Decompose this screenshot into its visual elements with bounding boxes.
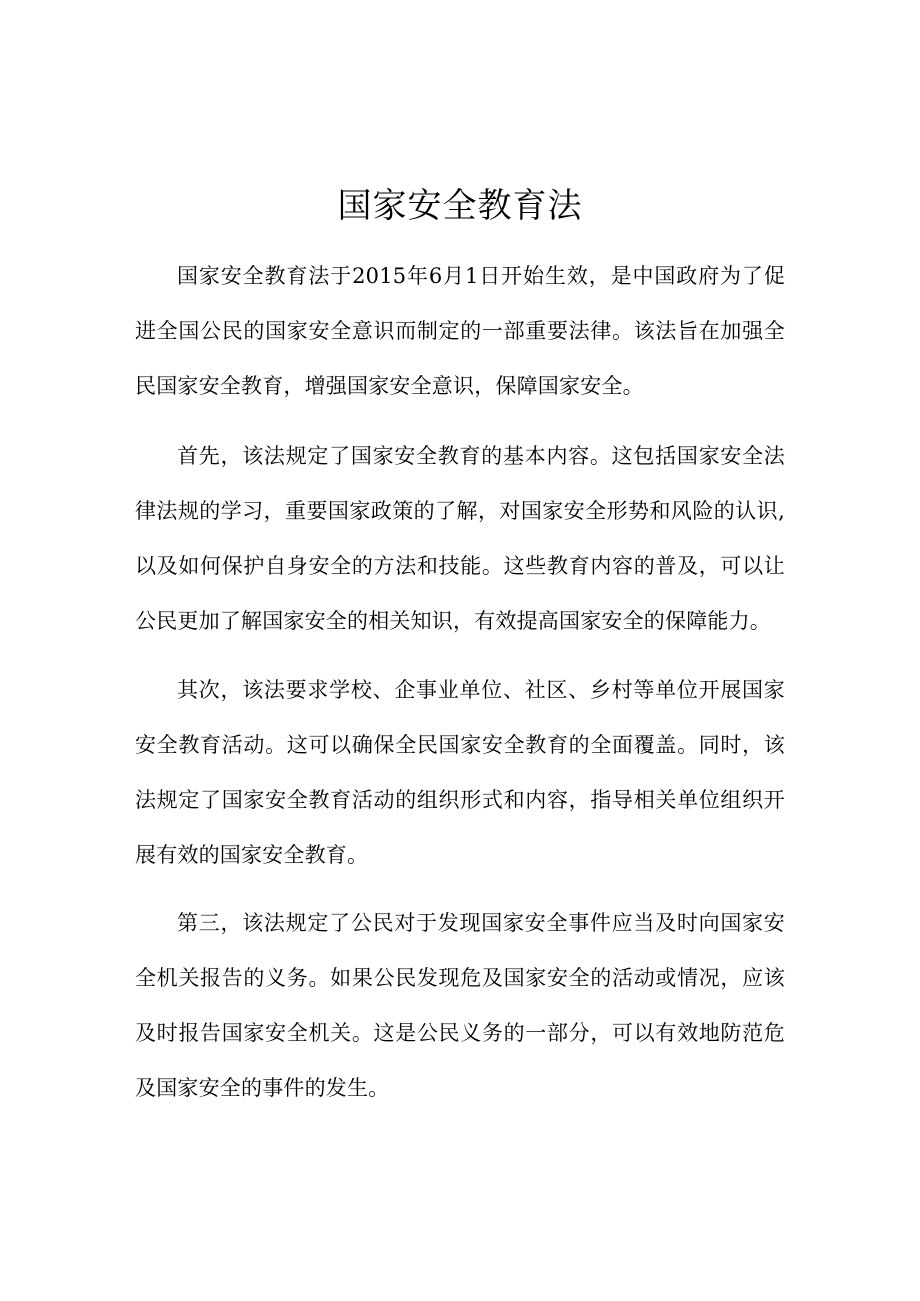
paragraph-second-point: 其次，该法要求学校、企事业单位、社区、乡村等单位开展国家安全教育活动。这可以确保全民国家安全教育的全面覆盖。同时，该法规定了国家安全教育活动的组织形式和内容，指导相关单位组织开展有效的国家安全教育。 <box>135 678 785 867</box>
paragraph-intro: 国家安全教育法于2015年6月1日开始生效，是中国政府为了促进全国公民的国家安全意识而制定的一部重要法律。该法旨在加强全民国家安全教育，增强国家安全意识，保障国家安全。 <box>135 264 785 398</box>
paragraph-third-point: 第三，该法规定了公民对于发现国家安全事件应当及时向国家安全机关报告的义务。如果公民发现危及国家安全的活动或情况，应该及时报告国家安全机关。这是公民义务的一部分，可以有效地防范危及国家安全的事件的发生。 <box>135 911 785 1100</box>
document-title: 国家安全教育法 <box>337 186 583 226</box>
paragraph-first-point: 首先，该法规定了国家安全教育的基本内容。这包括国家安全法律法规的学习，重要国家政策的了解，对国家安全形势和风险的认识,以及如何保护自身安全的方法和技能。这些教育内容的普及，可以让公民更加了解国家安全的相关知识，有效提高国家安全的保障能力。 <box>135 444 785 633</box>
